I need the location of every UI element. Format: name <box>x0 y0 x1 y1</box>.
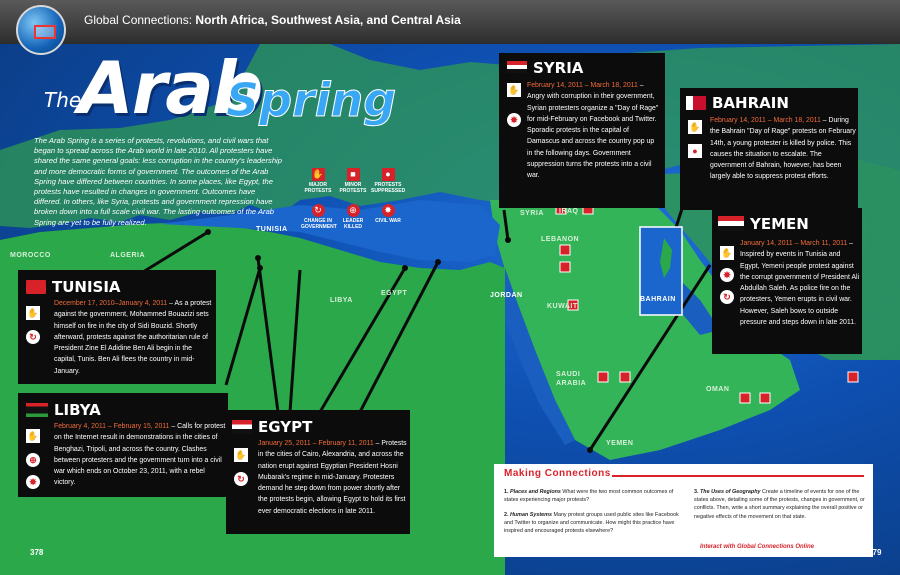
fist-icon: ✋ <box>27 308 39 318</box>
series-title <box>84 13 461 27</box>
syria-description: – Angry with corruption in their government, Syrian protesters organize a "Day of Rage" for mid-February on Facebook and Twitter. Sporadic protests in the capital of Damascus and across the country pop up in the following days. Government suppression turns the protests into a civil war. <box>527 82 659 180</box>
libya-text <box>54 421 226 489</box>
page-number-right: 379 <box>868 548 882 557</box>
making-connections-title: Making Connections <box>504 468 611 479</box>
protester-icon: ● <box>688 144 702 158</box>
question-2 <box>504 511 684 536</box>
map-marker-icon <box>34 25 56 39</box>
egypt-date: January 25, 2011 – February 11, 2011 <box>258 440 374 447</box>
q2-text: Many protest groups used public sites like Facebook and Twitter to organize and communicate. How might this practice have inspired and encouraged protests elsewhere? <box>504 512 679 535</box>
libya-box <box>18 393 228 497</box>
legend-item-civil-war <box>371 204 405 224</box>
syria-flag-icon <box>507 61 527 73</box>
q3-text: Create a timeline of events for one of the states above, detailing some of the protests, changes in government, or conflicts. Then, write a short summary explaining the overall positive or negative effects of the movement on that state. <box>694 489 865 520</box>
fist-icon: ✋ <box>235 450 247 460</box>
q1-number: 1. <box>504 489 509 495</box>
interact-online-link[interactable]: Interact with Global Connections Online <box>700 544 815 550</box>
libya-description: – Calls for protest on the Internet result in demonstrations in the cities of Benghazi, Tripoli, and across the country. Clashes between protesters and the government turn into a civil war which ends on October 23, 2011, with a rebel victory. <box>54 423 226 487</box>
libya-flag-icon <box>26 403 48 417</box>
target-icon: ⊕ <box>26 453 40 467</box>
fist-icon: ✋ <box>312 169 324 179</box>
bahrain-flag-icon <box>686 96 706 110</box>
legend-label: CHANGE IN GOVERNMENT <box>301 218 337 230</box>
map-label-tunisia: TUNISIA <box>256 226 288 233</box>
map-label-bahrain: BAHRAIN <box>640 296 676 303</box>
syria-date: February 14, 2011 – March 18, 2011 <box>527 82 638 89</box>
map-label-oman: OMAN <box>706 386 730 393</box>
syria-text <box>527 80 661 182</box>
map-label-lebanon: LEBANON <box>541 236 580 243</box>
bahrain-text <box>710 115 856 183</box>
libya-date: February 4, 2011 – February 15, 2011 <box>54 423 170 430</box>
legend-label: MAJOR PROTESTS <box>304 182 332 194</box>
tunisia-text <box>54 298 214 377</box>
map-label-algeria: ALGERIA <box>110 252 145 259</box>
question-1 <box>504 488 684 504</box>
bomb-icon: ✸ <box>507 113 521 127</box>
yemen-date: January 14, 2011 – March 11, 2011 <box>740 240 848 247</box>
q3-number: 3. <box>694 489 699 495</box>
target-icon: ⊕ <box>347 204 360 217</box>
egypt-heading: EGYPT <box>258 418 313 436</box>
map-label-morocco: MOROCCO <box>10 252 51 259</box>
protester-icon: ● <box>382 168 395 181</box>
egypt-box <box>226 410 410 534</box>
map-label-kuwait: KUWAIT <box>547 303 578 310</box>
legend <box>301 168 405 238</box>
legend-item-protests-suppressed <box>371 168 405 194</box>
title-the: The <box>44 88 82 112</box>
change-icon: ↻ <box>720 290 734 304</box>
bahrain-description: – During the Bahrain "Day of Rage" protests on February 14th, a young protester is killed by police. This causes the situation to escalate. The government of Bahrain, however, has been largely able to suppress protest efforts. <box>710 117 856 181</box>
q3-heading: The Uses of Geography <box>700 489 761 495</box>
map-label-saudi-arabia: SAUDI ARABIA <box>556 371 587 387</box>
page-footer-right <box>796 548 881 557</box>
change-icon: ↻ <box>312 204 325 217</box>
q2-heading: Human Systems <box>510 512 552 518</box>
fist-icon: ✋ <box>721 248 733 258</box>
title-spring: Spring <box>226 73 397 127</box>
footer-series-label: Global Connections <box>796 548 866 557</box>
legend-label: LEADER KILLED <box>342 218 364 230</box>
yemen-box <box>712 208 862 354</box>
egypt-description: – Protests in the cities of Cairo, Alexandria, and across the nation erupt against Egyptian President Hosni Mubarak's regime in mid-January. Protesters demand he step down from power shortly after the protests begin, allowing Egypt to hold its first ever democratic elections in late 2011. <box>258 440 407 515</box>
map-label-yemen: YEMEN <box>606 440 634 447</box>
map-label-jordan: JORDAN <box>490 292 523 299</box>
yemen-heading: YEMEN <box>750 215 809 233</box>
map-label-iraq: IRAQ <box>559 208 579 215</box>
tunisia-description: – As a protest against the government, Mohammed Bouazizi sets himself on fire in the city of Sidi Bouzid. Shortly afterward, protests against the authoritarian rule of President Zine El Adidine Ben Ali begin in the capital, Tunis. Ben Ali flees the country in mid-January. <box>54 300 212 375</box>
syria-box <box>499 53 665 208</box>
header-bar <box>0 0 900 44</box>
legend-label: CIVIL WAR <box>375 218 401 224</box>
page-number-left: 378 <box>30 548 44 557</box>
legend-item-change-in-government <box>301 204 335 230</box>
bomb-icon: ✸ <box>382 204 395 217</box>
bomb-icon: ✸ <box>720 268 734 282</box>
legend-item-leader-killed <box>336 204 370 230</box>
map-label-syria: SYRIA <box>520 210 544 217</box>
libya-heading: LIBYA <box>54 401 101 419</box>
q2-number: 2. <box>504 512 509 518</box>
map-label-egypt: EGYPT <box>381 290 408 297</box>
protest-sign-icon: ■ <box>347 168 360 181</box>
change-icon: ↻ <box>26 330 40 344</box>
globe-icon <box>16 5 66 55</box>
title-arab: Arab <box>78 46 262 130</box>
legend-label: MINOR PROTESTS <box>339 182 367 194</box>
question-3 <box>694 488 866 521</box>
syria-heading: SYRIA <box>533 59 584 77</box>
yemen-text <box>740 238 860 328</box>
yemen-description: – Inspired by events in Tunisia and Egypt, Yemeni people protest against the corrupt government of President Ali Abdullah Saleh. As police fire on the protesters, Yemen erupts in civil war. However, Saleh bows to outside pressure and steps down in late 2011. <box>740 240 860 327</box>
legend-label: PROTESTS SUPPRESSED <box>371 182 406 194</box>
fist-icon: ✋ <box>508 85 520 95</box>
title-rule <box>612 475 864 477</box>
making-connections-panel <box>494 464 873 557</box>
tunisia-heading: TUNISIA <box>52 278 121 296</box>
bahrain-box <box>680 88 858 210</box>
q1-heading: Places and Regions <box>510 489 561 495</box>
egypt-text <box>258 438 408 517</box>
egypt-flag-icon <box>232 420 252 434</box>
tunisia-box <box>18 270 216 384</box>
fist-icon: ✋ <box>689 122 701 132</box>
intro-paragraph: The Arab Spring is a series of protests, revolutions, and civil wars that began to spread across the Arab world in late 2010. All protesters have shared the same general goals: less corruption in the country's leadership and more democratic forms of government. The outcomes of the Arab Spring have differed between countries. In some places, like Egypt, the protests have resulted in changes in government. Outcomes have differed. In others, like Syria, protests and government repression have broken down into a full scale civil war. The lasting outcomes of the Arab Spring are yet to be fully realized. <box>34 136 282 227</box>
legend-item-major-protests <box>301 168 335 194</box>
fist-icon: ✋ <box>27 431 39 441</box>
bomb-icon: ✸ <box>26 475 40 489</box>
yemen-flag-icon <box>718 216 744 231</box>
bahrain-date: February 14, 2011 – March 18, 2011 <box>710 117 821 124</box>
legend-item-minor-protests <box>336 168 370 194</box>
bahrain-heading: BAHRAIN <box>712 94 789 112</box>
map-label-libya: LIBYA <box>330 297 353 304</box>
change-icon: ↻ <box>234 472 248 486</box>
tunisia-date: December 17, 2010–January 4, 2011 <box>54 300 168 307</box>
tunisia-flag-icon <box>26 280 46 294</box>
series-prefix: Global Connections: <box>84 13 193 27</box>
q1-text: What were the two most common outcomes of states experiencing major protests? <box>504 489 674 504</box>
series-name: North Africa, Southwest Asia, and Central Asia <box>195 13 461 27</box>
